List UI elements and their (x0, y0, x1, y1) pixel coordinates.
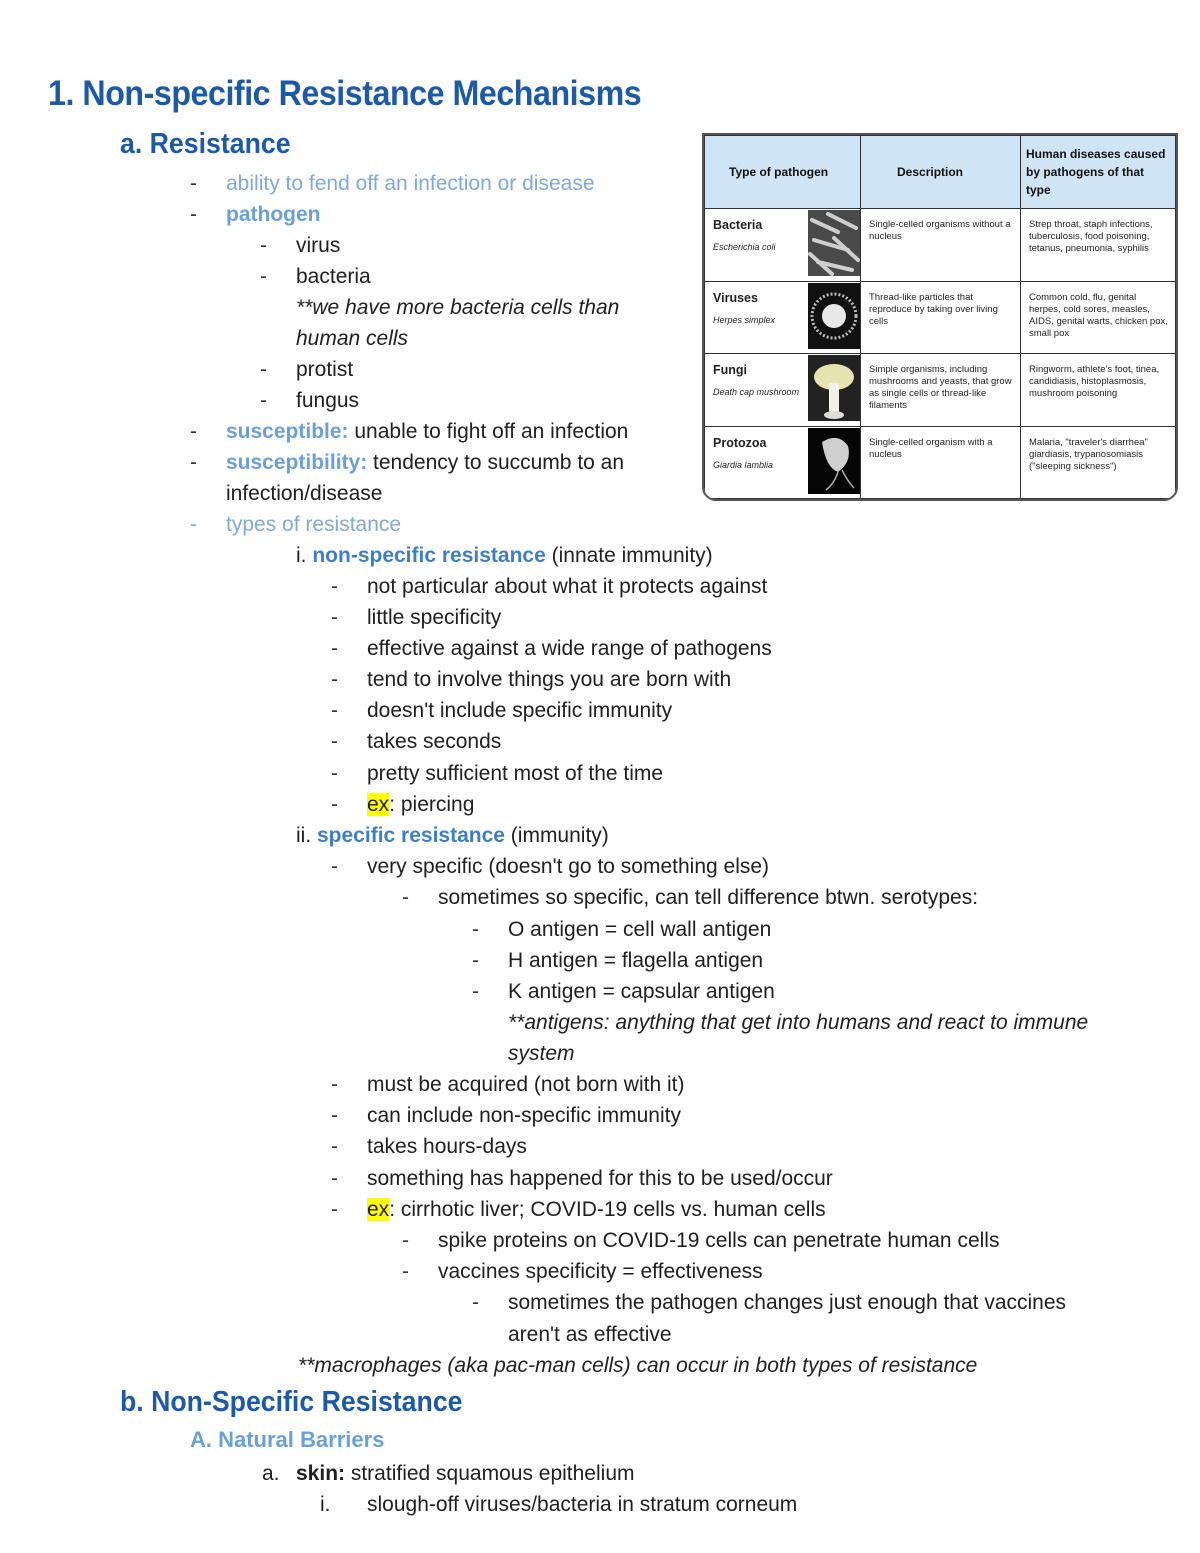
list-item: bacteria (296, 265, 371, 288)
bullet-dash: - (402, 886, 409, 909)
bullet-dash: - (190, 513, 197, 536)
list-item: something has happened for this to be used/occur (367, 1167, 833, 1190)
bullet-dash: - (331, 1167, 338, 1190)
bullet-dash: - (260, 389, 267, 412)
protozoa-micrograph-image (808, 428, 860, 494)
list-item-cont: aren't as effective (508, 1323, 672, 1346)
table-row (705, 354, 1176, 427)
example-line (367, 792, 474, 818)
bullet-dash: - (331, 855, 338, 878)
types-of-resistance: types of resistance (226, 513, 402, 536)
pathogen-name: Viruses (713, 290, 758, 305)
bullet-dash: - (331, 1073, 338, 1096)
bullet-dash: - (472, 918, 479, 941)
page-title: 1. Non-specific Resistance Mechanisms (48, 74, 642, 113)
bullet-dash: - (402, 1229, 409, 1252)
list-item: protist (296, 358, 354, 381)
skin-definition: stratified squamous epithelium (345, 1462, 635, 1485)
bullet-dash: - (331, 668, 338, 691)
example-highlight: ex (367, 1198, 390, 1221)
pathogen-cell (705, 426, 861, 499)
natural-barriers-heading: A. Natural Barriers (190, 1427, 385, 1452)
bullet-dash: - (260, 358, 267, 381)
susceptible-term: susceptible: (226, 420, 349, 443)
bullet-dash: - (331, 606, 338, 629)
bullet-dash: - (190, 172, 197, 195)
antigen-note: system (508, 1042, 575, 1065)
list-item: virus (296, 234, 341, 257)
example-text: : piercing (389, 793, 475, 816)
macrophage-note: **macrophages (aka pac-man cells) can occur in both types of resistance (298, 1354, 978, 1377)
bullet-dash: - (190, 203, 197, 226)
list-item: must be acquired (not born with it) (367, 1073, 685, 1096)
pathogen-example: Escherichia coli (713, 242, 776, 252)
bullet-dash: - (331, 730, 338, 753)
nonspecific-heading (296, 543, 713, 569)
diseases-cell: Malaria, "traveler's diarrhea" giardiasis, trypanosomiasis ("sleeping sickness") (1021, 426, 1176, 499)
description-cell: Thread-like particles that reproduce by taking over living cells (861, 281, 1021, 354)
pathogen-example: Herpes simplex (713, 314, 776, 325)
resistance-definition: ability to fend off an infection or disease (226, 172, 595, 195)
pathogen-term: pathogen (226, 203, 321, 226)
list-item: not particular about what it protects against (367, 575, 768, 598)
specific-term: specific resistance (317, 824, 505, 847)
antigen-item: O antigen = cell wall antigen (508, 918, 772, 941)
bullet-dash: - (331, 699, 338, 722)
list-item: sometimes so specific, can tell difference btwn. serotypes: (438, 886, 979, 909)
pathogen-name: Fungi (713, 363, 748, 377)
list-item: tend to involve things you are born with (367, 668, 732, 691)
antigen-item: K antigen = capsular antigen (508, 980, 775, 1003)
bacteria-micrograph-image (808, 210, 860, 276)
bullet-dash: - (331, 575, 338, 598)
table-row (705, 209, 1176, 282)
list-item: little specificity (367, 606, 502, 629)
diseases-cell: Common cold, flu, genital herpes, cold sores, measles, AIDS, genital warts, chicken pox, small pox (1021, 281, 1176, 354)
pathogen-table (702, 133, 1178, 501)
list-item: doesn't include specific immunity (367, 699, 673, 722)
bullet-dash: - (331, 1198, 338, 1221)
list-item: takes hours-days (367, 1135, 527, 1158)
table-row (705, 426, 1176, 499)
specific-heading (296, 823, 609, 849)
bullet-dash: - (331, 637, 338, 660)
list-item: fungus (296, 389, 360, 412)
description-cell: Single-celled organisms without a nucleus (861, 209, 1021, 282)
bullet-dash: - (331, 1104, 338, 1127)
description-cell: Single-celled organism with a nucleus (861, 426, 1021, 499)
bacteria-note: human cells (296, 327, 409, 350)
bullet-dash: - (472, 1291, 479, 1314)
bullet-dash: - (190, 420, 197, 443)
susceptibility-line (226, 450, 624, 476)
table-header: Type of pathogen (705, 136, 861, 209)
table-header-row (705, 136, 1176, 209)
susceptibility-definition-cont: infection/disease (226, 482, 383, 505)
virus-micrograph-image (808, 283, 860, 349)
susceptible-line (226, 419, 628, 445)
list-item: pretty sufficient most of the time (367, 762, 664, 785)
example-text: : cirrhotic liver; COVID-19 cells vs. human cells (389, 1198, 826, 1221)
pathogen-example: Giardia lamblia (713, 459, 774, 470)
list-item: effective against a wide range of pathogens (367, 637, 772, 660)
list-item: spike proteins on COVID-19 cells can penetrate human cells (438, 1229, 1000, 1252)
pathogen-name: Bacteria (713, 218, 763, 232)
bacteria-note: **we have more bacteria cells than (296, 296, 620, 319)
slough-text: slough-off viruses/bacteria in stratum corneum (367, 1493, 798, 1516)
skin-line (296, 1461, 635, 1487)
bullet-dash: - (190, 451, 197, 474)
bullet-dash: - (402, 1260, 409, 1283)
bullet-dash: - (260, 265, 267, 288)
list-item: vaccines specificity = effectiveness (438, 1260, 763, 1283)
table-row (705, 281, 1176, 354)
list-item: takes seconds (367, 730, 502, 753)
slough-number: i. (320, 1493, 331, 1516)
bullet-dash: - (472, 949, 479, 972)
specific-number: ii. (296, 824, 317, 847)
description-cell: Simple organisms, including mushrooms and yeasts, that grow as single cells or thread-like filaments (861, 354, 1021, 427)
list-item: sometimes the pathogen changes just enough that vaccines (508, 1291, 1067, 1314)
bullet-dash: - (260, 234, 267, 257)
susceptibility-definition: tendency to succumb to an (367, 451, 625, 474)
nonspecific-number: i. (296, 544, 313, 567)
pathogen-cell (705, 209, 861, 282)
antigen-item: H antigen = flagella antigen (508, 949, 764, 972)
diseases-cell: Ringworm, athlete's foot, tinea, candidiasis, histoplasmosis, mushroom poisoning (1021, 354, 1176, 427)
nonspecific-term: non-specific resistance (312, 544, 546, 567)
bullet-dash: - (331, 1135, 338, 1158)
section-b-heading: b. Non-Specific Resistance (120, 1386, 463, 1418)
specific-paren: (immunity) (504, 824, 609, 847)
list-item: can include non-specific immunity (367, 1104, 681, 1127)
diseases-cell: Strep throat, staph infections, tuberculosis, food poisoning, tetanus, pneumonia, syphilis (1021, 209, 1176, 282)
skin-number: a. (262, 1462, 280, 1485)
table-header: Description (861, 136, 1021, 209)
bullet-dash: - (331, 793, 338, 816)
list-item: very specific (doesn't go to something else) (367, 855, 770, 878)
pathogen-example: Death cap mushroom (713, 387, 800, 397)
section-a-heading: a. Resistance (120, 128, 291, 160)
example-highlight: ex (367, 793, 390, 816)
nonspecific-paren: (innate immunity) (545, 544, 713, 567)
table-header: Human diseases caused by pathogens of that type (1021, 136, 1176, 209)
skin-term: skin: (296, 1462, 346, 1485)
example-line (367, 1197, 826, 1223)
pathogen-cell (705, 281, 861, 354)
bullet-dash: - (472, 980, 479, 1003)
bullet-dash: - (331, 762, 338, 785)
antigen-note: **antigens: anything that get into humans and react to immune (508, 1011, 1089, 1034)
mushroom-image (808, 355, 860, 421)
susceptibility-term: susceptibility: (226, 451, 368, 474)
pathogen-name: Protozoa (713, 435, 767, 450)
susceptible-definition: unable to fight off an infection (348, 420, 629, 443)
pathogen-cell (705, 354, 861, 427)
